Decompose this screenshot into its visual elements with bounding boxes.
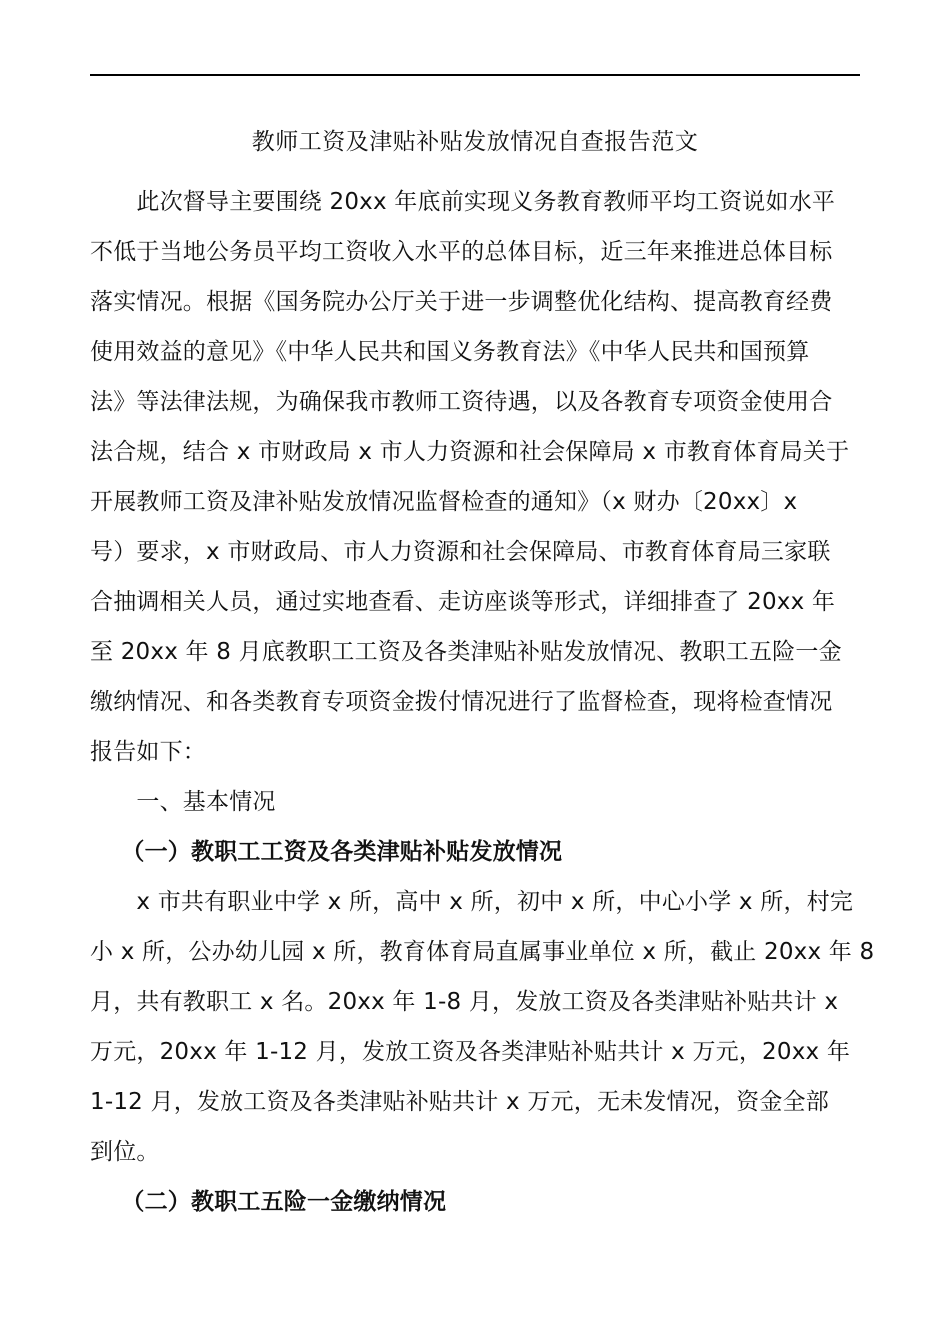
paragraph-line: 小 x 所，公办幼儿园 x 所，教育体育局直属事业单位 x 所，截止 20xx 年 8 [90,939,875,965]
paragraph-line: 至 20xx 年 8 月底教职工工资及各类津贴补贴发放情况、教职工五险一金 [90,639,842,665]
section-heading: 一、基本情况 [90,789,276,815]
paragraph-line: 1-12 月，发放工资及各类津贴补贴共计 x 万元，无未发情况，资金全部 [90,1089,829,1115]
paragraph-line: 此次督导主要围绕 20xx 年底前实现义务教育教师平均工资说如水平 [90,189,836,215]
paragraph-line: 合抽调相关人员，通过实地查看、走访座谈等形式，详细排查了 20xx 年 [90,589,836,615]
paragraph-line: 万元，20xx 年 1-12 月，发放工资及各类津贴补贴共计 x 万元，20xx 年 [90,1039,851,1065]
paragraph-line: 落实情况。根据《国务院办公厅关于进一步调整优化结构、提高教育经费 [90,289,833,315]
paragraph-line: 号）要求，x 市财政局、市人力资源和社会保障局、市教育体育局三家联 [90,539,831,565]
paragraph-line: 法》等法律法规，为确保我市教师工资待遇，以及各教育专项资金使用合 [90,389,833,415]
document-title: 教师工资及津贴补贴发放情况自查报告范文 [251,129,699,155]
paragraph-line: 使用效益的意见》《中华人民共和国义务教育法》《中华人民共和国预算 [90,339,810,365]
subsection-heading: （二）教职工五险一金缴纳情况 [90,1189,447,1215]
paragraph-line: 报告如下： [90,739,206,765]
paragraph-line: 法合规，结合 x 市财政局 x 市人力资源和社会保障局 x 市教育体育局关于 [90,439,850,465]
header-rule [90,74,860,76]
paragraph-line: 缴纳情况、和各类教育专项资金拨付情况进行了监督检查，现将检查情况 [90,689,833,715]
paragraph-line: 不低于当地公务员平均工资收入水平的总体目标，近三年来推进总体目标 [90,239,833,265]
paragraph-line: x 市共有职业中学 x 所，高中 x 所，初中 x 所，中心小学 x 所，村完 [90,889,854,915]
subsection-heading: （一）教职工工资及各类津贴补贴发放情况 [90,839,563,865]
paragraph-line: 到位。 [90,1139,160,1165]
paragraph-line: 开展教师工资及津补贴发放情况监督检查的通知》（x 财办〔20xx〕x [90,489,798,515]
paragraph-line: 月，共有教职工 x 名。20xx 年 1-8 月，发放工资及各类津贴补贴共计 x [90,989,839,1015]
